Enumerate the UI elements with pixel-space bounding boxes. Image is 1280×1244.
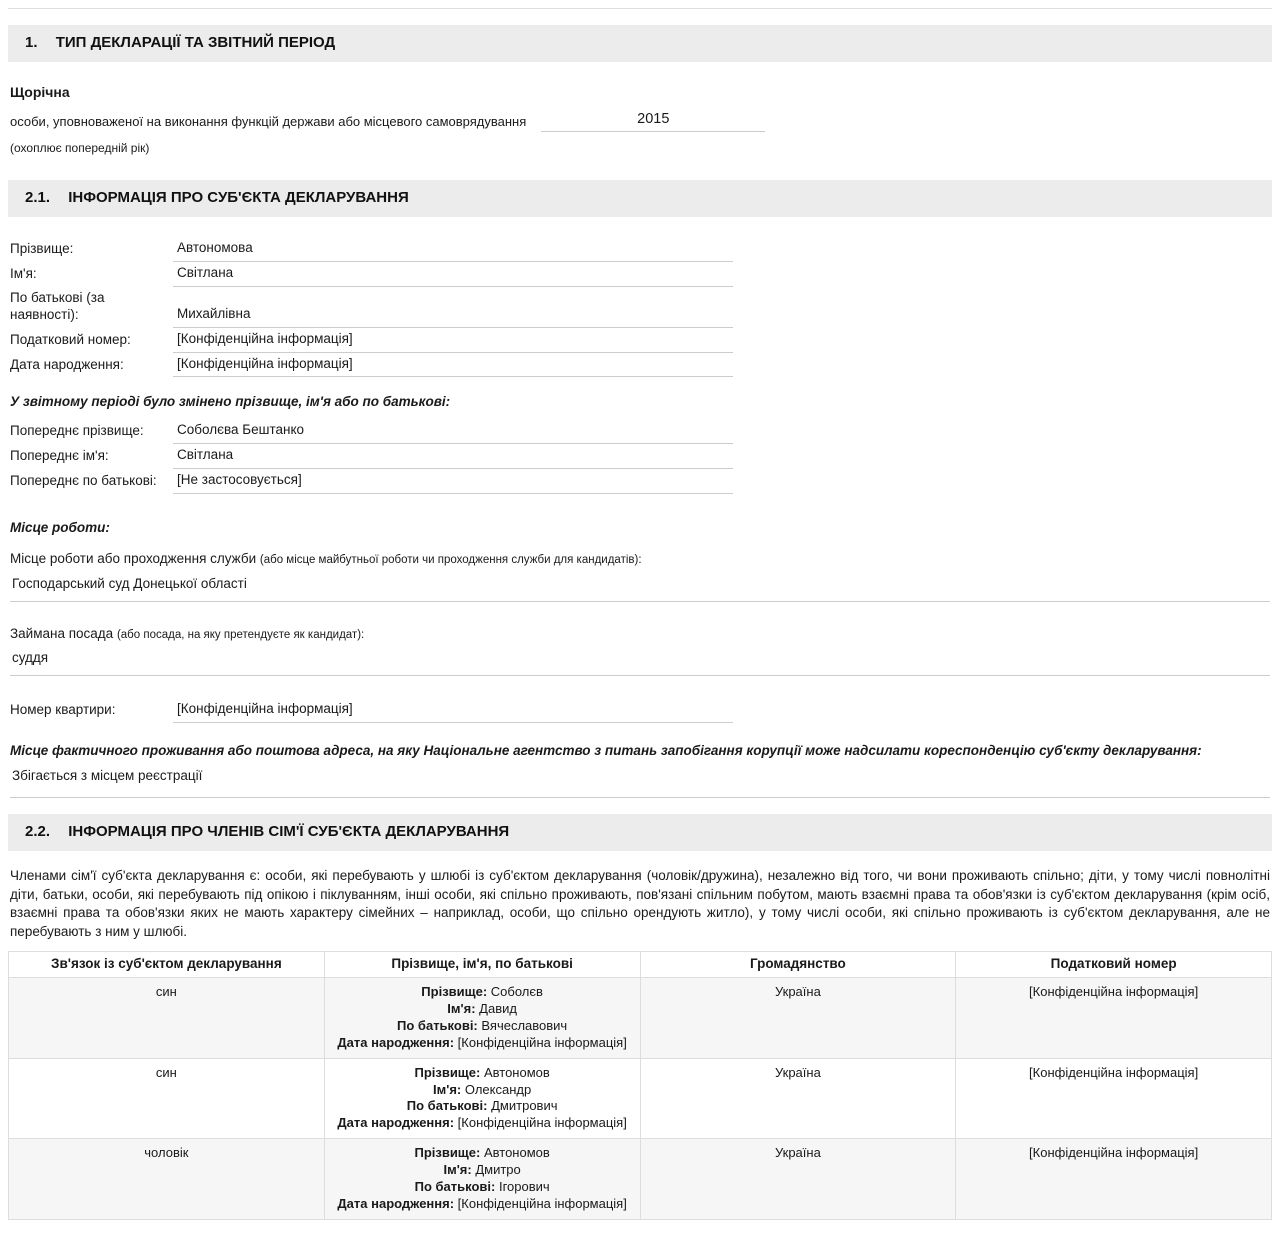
apartment-block [10,698,1270,723]
position-label: Займана посада [10,625,114,641]
citizenship-cell: Україна [640,978,956,1059]
field-value: Соболєва Бештанко [173,419,733,444]
person-field-label: По батькові: [406,1098,488,1114]
section-1-title: ТИП ДЕКЛАРАЦІЇ ТА ЗВІТНИЙ ПЕРІОД [55,34,336,51]
person-patronymic-line [333,1098,632,1115]
field-value: [Конфіденційна інформація] [173,353,733,378]
person-name-line [333,1082,632,1099]
section-2-2-title: ІНФОРМАЦІЯ ПРО ЧЛЕНІВ СІМ'Ї СУБ'ЄКТА ДЕКЛАРУВАННЯ [68,822,510,840]
tax-number-cell: [Конфіденційна інформація] [956,978,1272,1059]
section-2-2-header [8,814,1272,851]
person-surname-line [333,1065,632,1082]
position-label-line [10,626,1270,643]
person-field-label: Прізвище: [421,984,488,1000]
field-value: [Не застосовується] [173,469,733,494]
field-row-tax-number [10,328,1270,353]
field-row-previous-surname [10,419,1270,444]
field-label: Попереднє ім'я: [10,448,109,464]
citizenship-cell: Україна [640,1139,956,1220]
field-row-previous-patronymic [10,469,1270,494]
person-field-label: По батькові: [414,1178,496,1194]
person-birthdate-line [333,1115,632,1132]
section-1-body [8,84,1272,157]
declaration-type-label: Щорічна [10,83,70,100]
person-field-value: Олександр [464,1081,532,1097]
field-label: Дата народження: [10,356,124,372]
person-field-value: Дмитрович [491,1098,558,1114]
report-year-value: 2015 [541,110,765,132]
family-member-row [9,978,1272,1059]
field-row-birth-date [10,353,1270,378]
field-value: [Конфіденційна інформація] [173,698,733,723]
person-field-label: Ім'я: [443,1162,472,1178]
person-field-label: Прізвище: [414,1064,481,1080]
person-field-value: Ігорович [498,1178,550,1194]
workplace-heading: Місце роботи: [10,519,110,535]
person-surname-line [333,984,632,1001]
field-label: Попереднє по батькові: [10,473,157,488]
section-1-number: 1. [25,34,38,51]
field-row-surname [10,237,1270,262]
section-2-2-number: 2.2. [25,822,51,840]
person-field-value: [Конфіденційна інформація] [457,1195,627,1211]
person-cell [324,1139,640,1220]
person-cell [324,978,640,1059]
header-citizenship: Громадянство [640,952,956,978]
section-2-1-title: ІНФОРМАЦІЯ ПРО СУБ'ЄКТА ДЕКЛАРУВАННЯ [68,189,409,207]
family-member-row [9,1139,1272,1220]
coverage-note: (охоплює попередній рік) [10,141,150,156]
person-field-label: Ім'я: [447,1000,476,1016]
field-label: Номер квартири: [10,702,116,718]
previous-name-fields [10,419,1270,494]
person-patronymic-line [333,1179,632,1196]
person-field-label: Дата народження: [337,1034,455,1050]
family-table-header-row [9,952,1272,978]
residence-heading: Місце фактичного проживання або поштова адреса, на яку Національне агентство з питань запобігання корупції може надсилати кореспонденцію суб'єкту декларування: [10,743,1202,759]
header-relation: Зв'язок із суб'єктом декларування [9,952,325,978]
person-name-line [333,1001,632,1018]
tax-number-cell: [Конфіденційна інформація] [956,1058,1272,1139]
person-field-value: Автономов [483,1064,550,1080]
field-value: Михайлівна [173,303,733,328]
field-row-previous-first-name [10,444,1270,469]
person-field-label: Прізвище: [414,1145,481,1161]
person-birthdate-line [333,1196,632,1213]
person-field-value: Вячеславович [481,1017,568,1033]
declaration-page [0,8,1280,1244]
person-surname-line [333,1145,632,1162]
field-label: По батькові (за наявності): [10,289,105,322]
field-label: Податковий номер: [10,331,131,347]
person-field-label: Дата народження: [337,1115,455,1131]
header-full-name: Прізвище, ім'я, по батькові [324,952,640,978]
workplace-value: Господарський суд Донецької області [10,568,1270,602]
section-2-1-body [8,237,1272,798]
person-field-value: [Конфіденційна інформація] [457,1034,627,1050]
citizenship-cell: Україна [640,1058,956,1139]
family-members-description: Членами сім'ї суб'єкта декларування є: особи, які перебувають у шлюбі із суб'єктом декларування (чоловік/дружина), незалежно від того, чи вони проживають спільно; діти, у тому числі повнолітні діти, батьки, особи, які перебувають під опікою і піклуванням, інші особи, які спільно проживають, пов'язані спільним побутом, мають взаємні права та обов'язки із суб'єктом декларування (крім осіб, взаємні права та обов'язки яких не мають характеру сімейних – наприклад, особи, що спільно орендують житло), у тому числі особи, які спільно проживають із суб'єктом декларування, але не перебувають з ним у шлюбі. [10,867,1270,940]
field-row-first-name [10,262,1270,287]
person-birthdate-line [333,1035,632,1052]
field-label: Ім'я: [10,266,37,281]
person-cell [324,1058,640,1139]
field-value: Світлана [173,444,733,469]
relation-cell: син [9,978,325,1059]
workplace-label: Місце роботи або проходження служби [10,550,257,566]
tax-number-cell: [Конфіденційна інформація] [956,1139,1272,1220]
workplace-label-note: (або місце майбутньої роботи чи проходження служби для кандидатів): [259,553,642,566]
subject-fields [10,237,1270,377]
relation-cell: чоловік [9,1139,325,1220]
family-member-row [9,1058,1272,1139]
workplace-label-line [10,551,1270,568]
person-field-label: Ім'я: [433,1081,462,1097]
field-value: [Конфіденційна інформація] [173,328,733,353]
field-value: Світлана [173,262,733,287]
person-name-line [333,1162,632,1179]
person-field-value: Автономов [483,1145,550,1161]
section-1-header [8,25,1272,62]
person-field-value: Давид [479,1000,517,1016]
person-patronymic-line [333,1018,632,1035]
top-divider [8,8,1272,9]
field-row-patronymic [10,287,1270,328]
person-field-value: Соболєв [490,984,543,1000]
position-label-note: (або посада, на яку претендуєте як кандидат): [116,628,365,641]
field-row-apartment-number [10,698,1270,723]
field-value: Автономова [173,237,733,262]
declaration-subject-row [10,110,1270,132]
person-field-label: По батькові: [397,1017,478,1033]
position-value: суддя [10,642,1270,676]
person-field-value: [Конфіденційна інформація] [457,1115,627,1131]
person-field-value: Дмитро [475,1162,521,1178]
section-2-1-number: 2.1. [25,189,51,207]
person-field-label: Дата народження: [337,1195,455,1211]
declaration-subject-text: особи, уповноваженої на виконання функцій держави або місцевого самоврядування [10,114,527,130]
field-label: Попереднє прізвище: [10,423,144,439]
family-members-table [8,951,1272,1220]
header-tax-number: Податковий номер [956,952,1272,978]
relation-cell: син [9,1058,325,1139]
name-change-heading: У звітному періоді було змінено прізвище, ім'я або по батькові: [10,394,451,410]
residence-value: Збігається з місцем реєстрації [10,760,1270,798]
field-label: Прізвище: [10,241,74,257]
section-2-1-header [8,180,1272,217]
